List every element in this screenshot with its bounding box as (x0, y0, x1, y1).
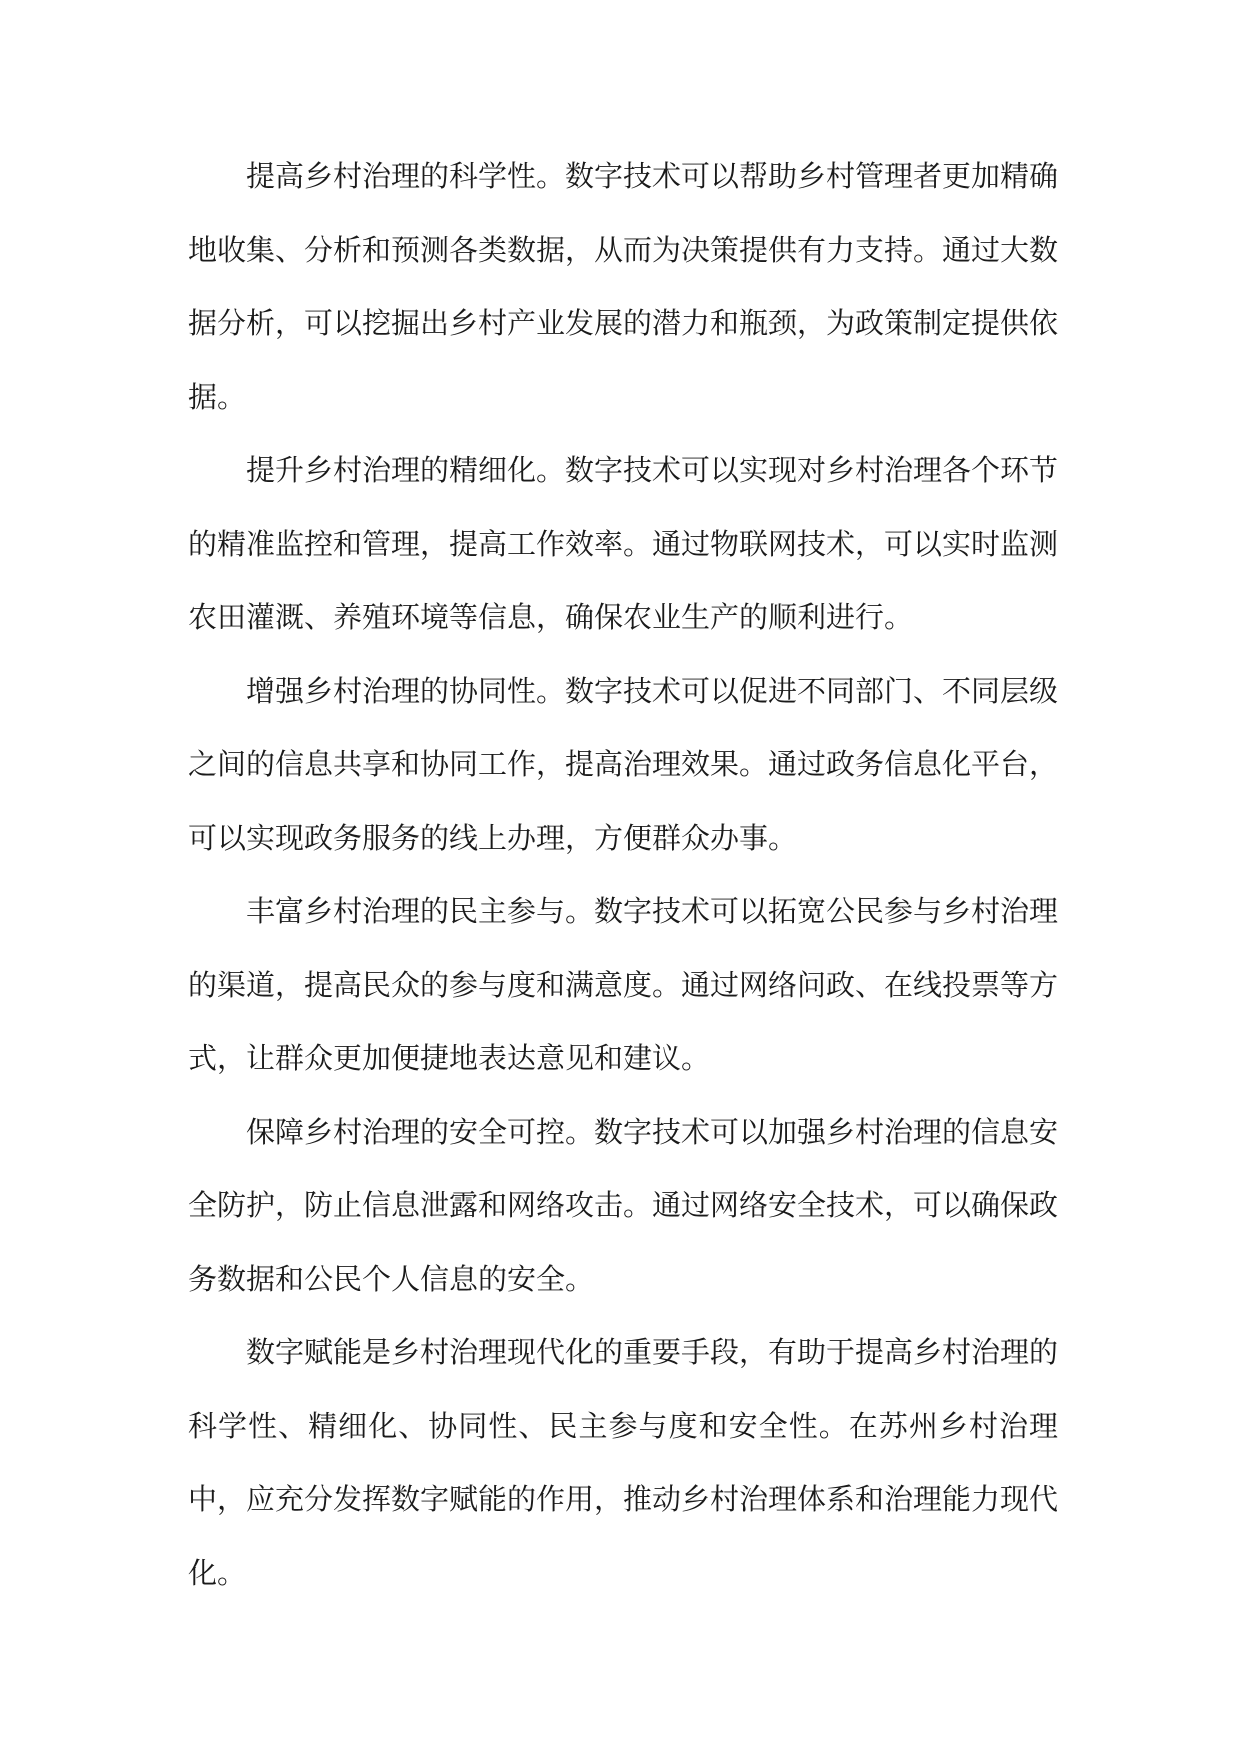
document-body (188, 140, 1058, 1610)
paragraph-1: 提高乡村治理的科学性。数字技术可以帮助乡村管理者更加精确地收集、分析和预测各类数据，从而为决策提供有力支持。通过大数据分析，可以挖掘出乡村产业发展的潜力和瓶颈，为政策制定提供依据。 (188, 159, 1059, 414)
paragraph-2: 提升乡村治理的精细化。数字技术可以实现对乡村治理各个环节的精准监控和管理，提高工作效率。通过物联网技术，可以实时监测农田灌溉、养殖环境等信息，确保农业生产的顺利进行。 (188, 453, 1059, 634)
paragraph-5: 保障乡村治理的安全可控。数字技术可以加强乡村治理的信息安全防护，防止信息泄露和网络攻击。通过网络安全技术，可以确保政务数据和公民个人信息的安全。 (188, 1114, 1059, 1296)
paragraph-6: 数字赋能是乡村治理现代化的重要手段，有助于提高乡村治理的科学性、精细化、协同性、民主参与度和安全性。在苏州乡村治理中，应充分发挥数字赋能的作用，推动乡村治理体系和治理能力现代化。 (188, 1335, 1059, 1590)
paragraph-4: 丰富乡村治理的民主参与。数字技术可以拓宽公民参与乡村治理的渠道，提高民众的参与度和满意度。通过网络问政、在线投票等方式，让群众更加便捷地表达意见和建议。 (188, 894, 1059, 1075)
paragraph-3: 增强乡村治理的协同性。数字技术可以促进不同部门、不同层级之间的信息共享和协同工作，提高治理效果。通过政务信息化平台，可以实现政务服务的线上办理，方便群众办事。 (188, 673, 1059, 855)
